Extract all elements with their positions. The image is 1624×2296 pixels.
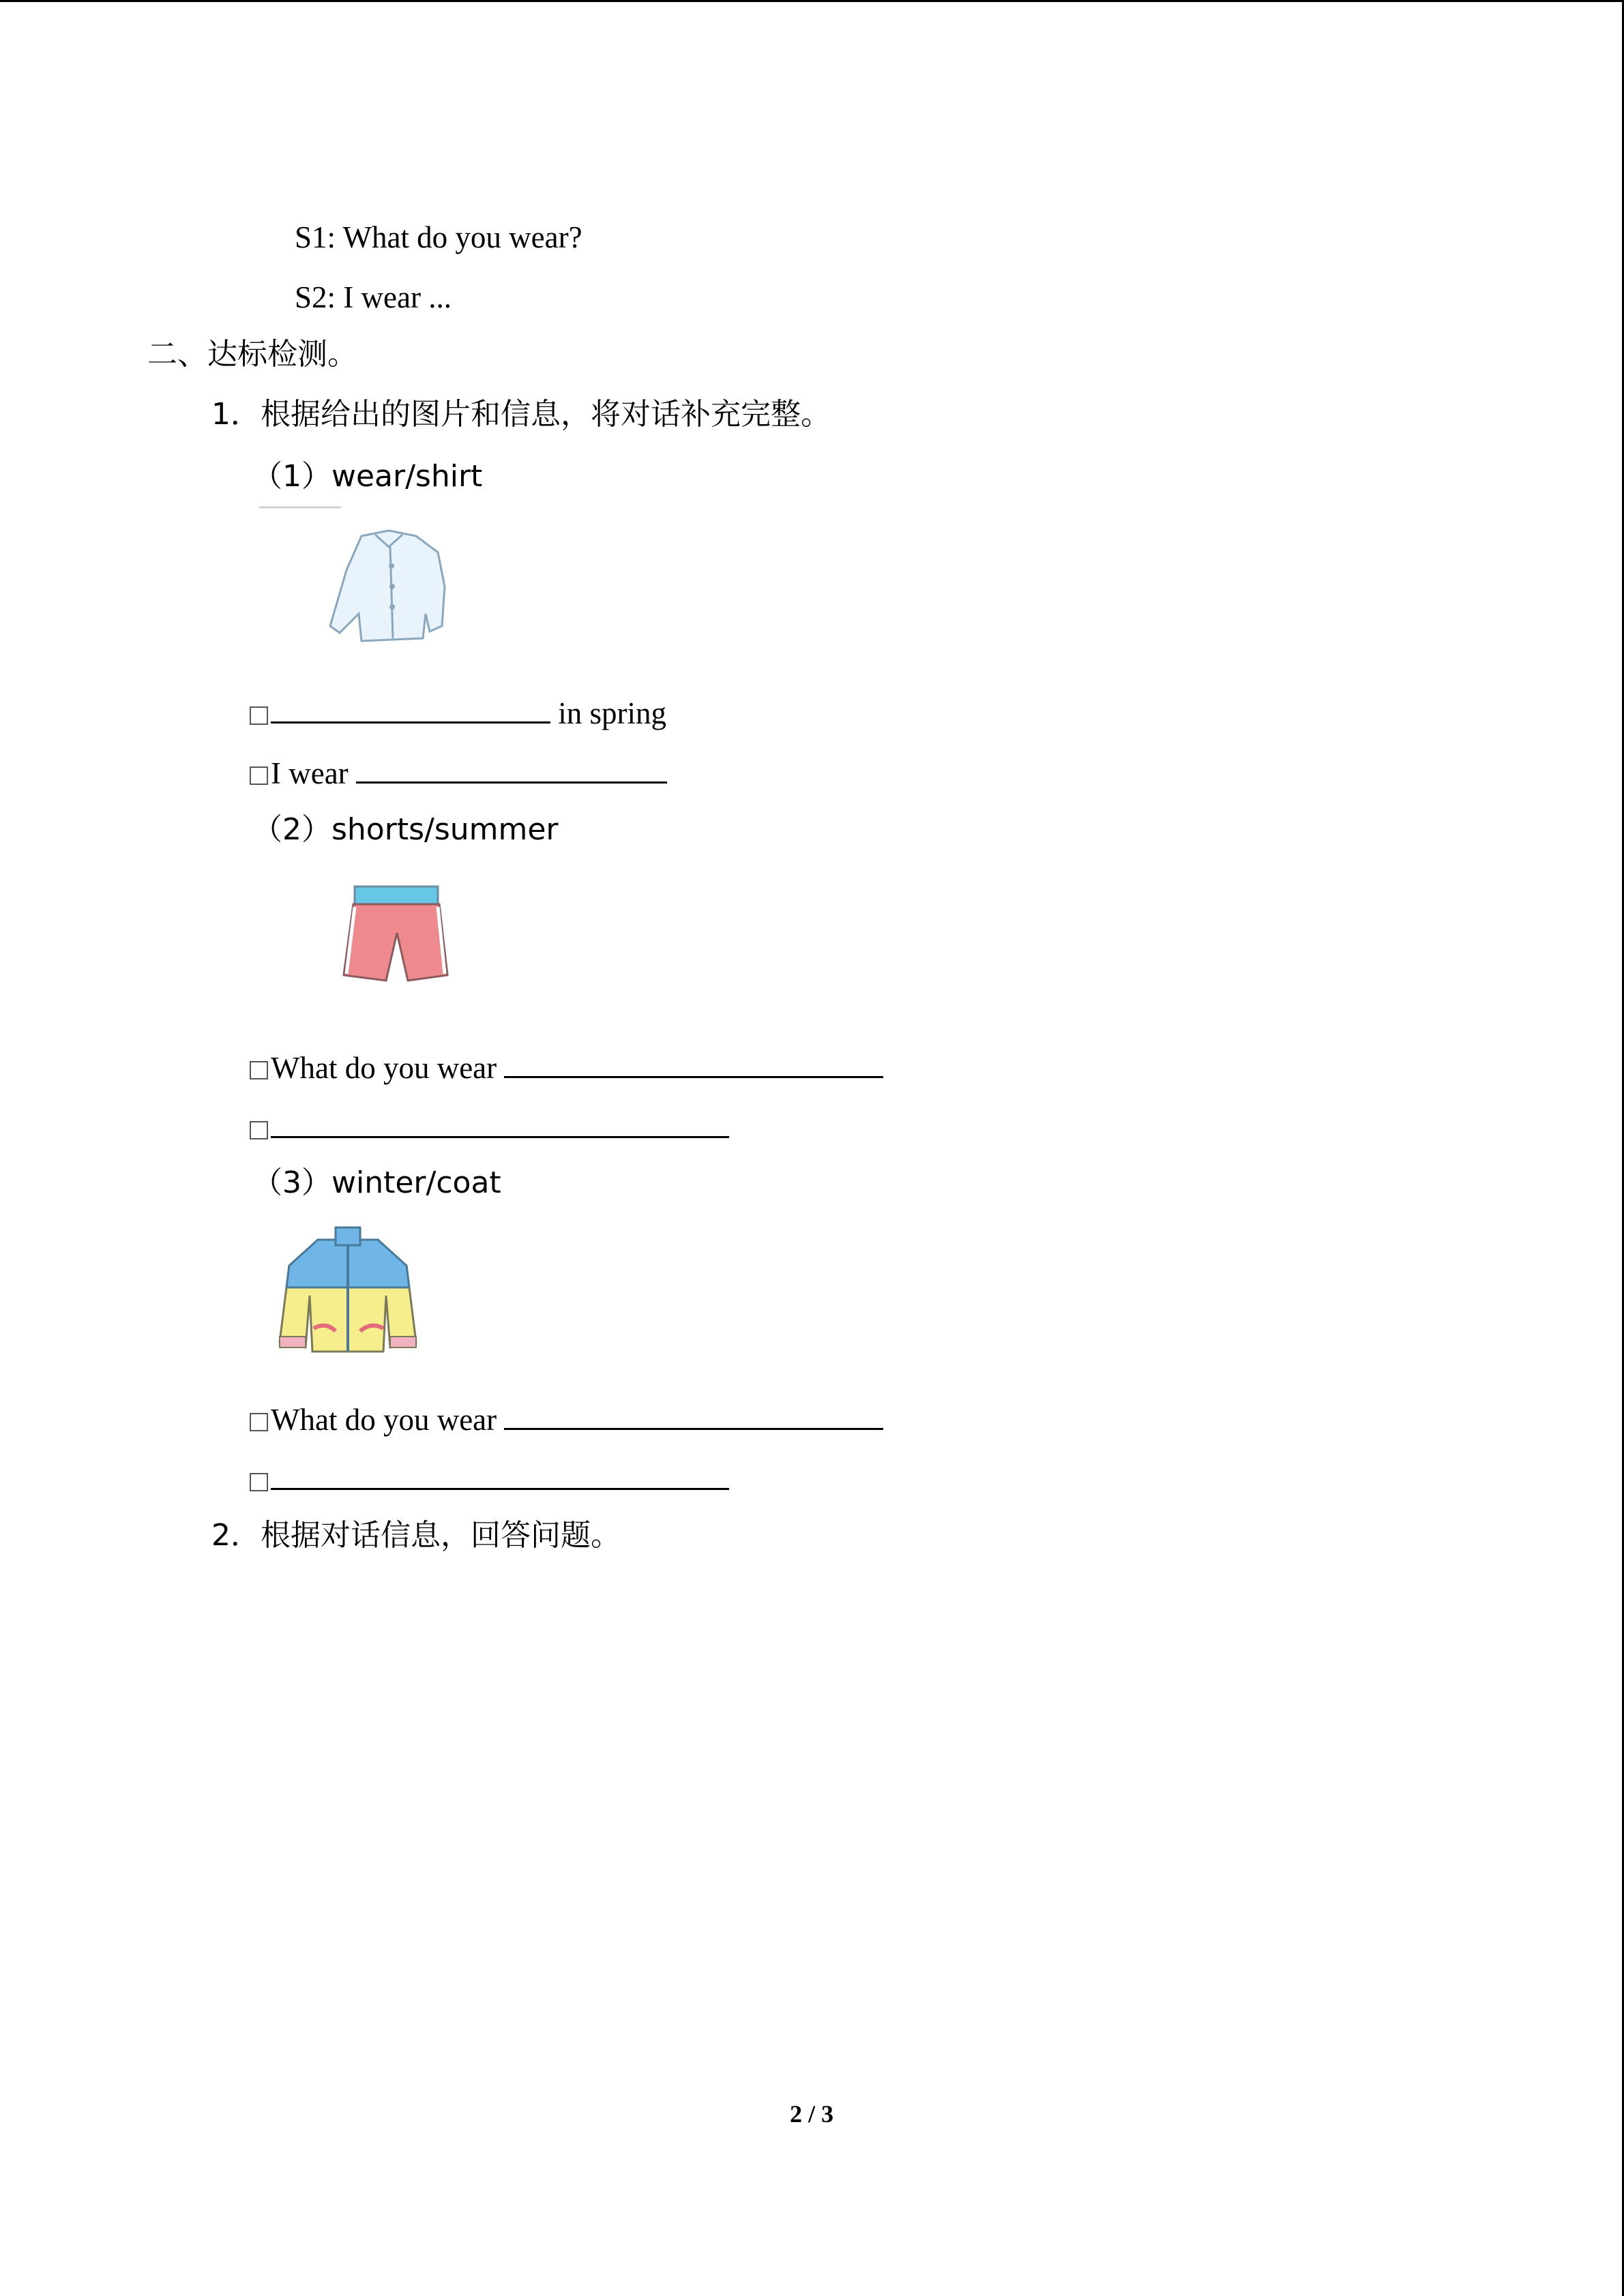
item1-line1-suffix: in spring xyxy=(550,696,667,730)
answer-blank[interactable] xyxy=(271,691,550,724)
item1-label xyxy=(252,456,482,497)
section-two-heading: 二、达标检测。 xyxy=(147,337,357,372)
checkbox-icon xyxy=(250,1413,268,1431)
answer-blank[interactable] xyxy=(504,1398,883,1430)
dialogue-s1: S1: What do you wear? xyxy=(295,220,582,254)
answer-blank[interactable] xyxy=(504,1046,883,1078)
shirt-icon xyxy=(259,505,464,648)
answer-blank[interactable] xyxy=(271,1106,729,1138)
item3-line1-prefix: What do you wear xyxy=(271,1403,505,1437)
answer-blank[interactable] xyxy=(356,751,667,784)
item3-label-text: （3）winter/coat xyxy=(252,1165,501,1200)
checkbox-icon xyxy=(250,1473,268,1491)
task2-instruction: 2．根据对话信息，回答问题。 xyxy=(211,1518,621,1553)
checkbox-icon xyxy=(250,706,268,725)
item3-picture xyxy=(273,1225,423,1359)
item2-label xyxy=(252,809,559,850)
dialogue-s2: S2: I wear ... xyxy=(295,280,452,314)
answer-blank[interactable] xyxy=(271,1458,729,1490)
task1-instruction: 1．根据给出的图片和信息，将对话补充完整。 xyxy=(211,397,831,432)
item2-line1 xyxy=(250,1046,883,1088)
item3-label xyxy=(252,1162,501,1204)
item2-line2 xyxy=(250,1106,729,1148)
item2-picture xyxy=(334,880,457,992)
page-number: 2 / 3 xyxy=(789,2100,833,2128)
shorts-icon xyxy=(334,880,457,989)
item3-line2 xyxy=(250,1458,729,1500)
checkbox-icon xyxy=(250,766,268,785)
checkbox-icon xyxy=(250,1121,268,1139)
item1-line2-prefix: I wear xyxy=(271,756,356,790)
checkbox-icon xyxy=(250,1061,268,1079)
item1-line1 xyxy=(250,691,666,734)
item1-label-text: （1）wear/shirt xyxy=(252,459,483,494)
item2-line1-prefix: What do you wear xyxy=(271,1051,505,1085)
page-border-top xyxy=(0,0,1624,2)
item2-label-text: （2）shorts/summer xyxy=(252,812,559,847)
item3-line1 xyxy=(250,1398,883,1440)
item1-picture xyxy=(259,505,464,651)
coat-icon xyxy=(273,1225,423,1356)
item1-line2 xyxy=(250,751,667,794)
